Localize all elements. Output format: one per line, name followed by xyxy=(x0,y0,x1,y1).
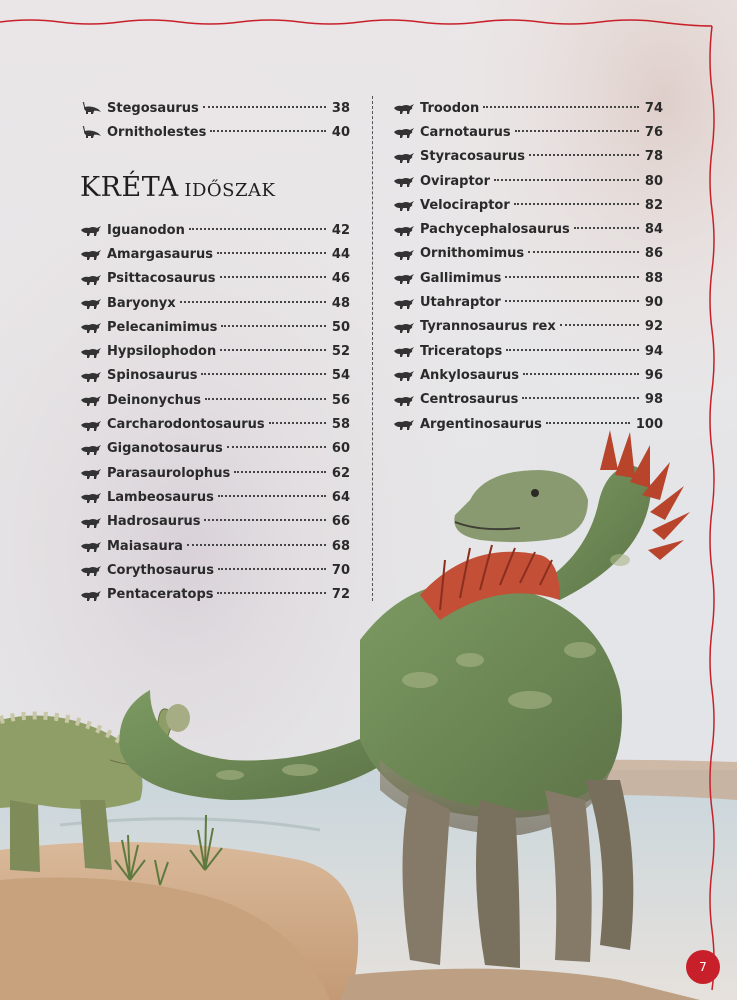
toc-entry[interactable] xyxy=(80,242,350,266)
toc-entry[interactable] xyxy=(80,267,350,291)
toc-entry-title: Argentinosaurus xyxy=(420,416,542,432)
toc-entry-title: Carnotaurus xyxy=(420,124,511,140)
toc-leader-dots xyxy=(483,106,639,108)
toc-leader-dots xyxy=(217,592,325,594)
toc-entry-page: 64 xyxy=(331,489,350,505)
dino-silhouette-icon xyxy=(80,466,102,480)
dino-silhouette-icon xyxy=(80,515,102,529)
long-neck-dino-icon xyxy=(80,101,102,115)
toc-entry[interactable] xyxy=(80,120,350,144)
section-heading-main: KRÉTA xyxy=(80,172,179,203)
toc-entry-page: 54 xyxy=(331,368,350,384)
toc-entry-title: Carcharodontosaurus xyxy=(107,417,265,433)
dino-silhouette-icon xyxy=(393,174,415,188)
toc-entry[interactable] xyxy=(393,145,663,169)
toc-entry[interactable] xyxy=(80,315,350,339)
column-divider xyxy=(372,96,373,601)
toc-leader-dots xyxy=(187,544,326,546)
dino-silhouette-icon xyxy=(393,271,415,285)
toc-entry-title: Amargasaurus xyxy=(107,246,214,262)
toc-entry-page: 86 xyxy=(644,246,663,262)
toc-leader-dots xyxy=(180,301,326,303)
toc-entry-title: Pelecanimimus xyxy=(107,319,218,335)
toc-entry-title: Lambeosaurus xyxy=(107,489,214,505)
toc-entry-title: Tyrannosaurus rex xyxy=(420,319,556,335)
toc-entry[interactable] xyxy=(80,339,350,363)
toc-entry-title: Styracosaurus xyxy=(420,149,526,165)
toc-entry-page: 52 xyxy=(331,344,350,360)
toc-left-main-list xyxy=(80,218,350,607)
toc-entry-page: 70 xyxy=(331,562,350,578)
toc-entry-page: 90 xyxy=(644,295,663,311)
dino-silhouette-icon xyxy=(80,490,102,504)
toc-entry[interactable] xyxy=(393,315,663,339)
toc-leader-dots xyxy=(506,349,639,351)
toc-leader-dots xyxy=(529,154,639,156)
page-number-badge xyxy=(686,950,720,984)
dino-silhouette-icon xyxy=(80,369,102,383)
toc-entry-page: 76 xyxy=(644,124,663,140)
toc-entry[interactable] xyxy=(80,461,350,485)
toc-entry[interactable] xyxy=(80,485,350,509)
dino-silhouette-icon xyxy=(80,418,102,432)
dino-silhouette-icon xyxy=(393,150,415,164)
toc-entry[interactable] xyxy=(393,217,663,241)
toc-entry-page: 72 xyxy=(331,587,350,603)
toc-leader-dots xyxy=(217,252,326,254)
toc-entry-page: 62 xyxy=(331,465,350,481)
toc-leader-dots xyxy=(210,130,326,132)
toc-entry-title: Psittacosaurus xyxy=(107,271,216,287)
toc-leader-dots xyxy=(234,471,326,473)
toc-leader-dots xyxy=(546,422,630,424)
toc-leader-dots xyxy=(227,446,326,448)
toc-entry[interactable] xyxy=(393,193,663,217)
toc-entry[interactable] xyxy=(80,558,350,582)
toc-entry-page: 84 xyxy=(644,222,663,238)
toc-entry-title: Baryonyx xyxy=(107,295,176,311)
toc-entry[interactable] xyxy=(80,412,350,436)
toc-entry-page: 58 xyxy=(331,417,350,433)
toc-entry-page: 40 xyxy=(331,124,350,140)
toc-leader-dots xyxy=(514,203,639,205)
dino-silhouette-icon xyxy=(393,417,415,431)
toc-entry-page: 74 xyxy=(644,100,663,116)
toc-entry-title: Velociraptor xyxy=(420,197,510,213)
toc-entry-title: Ornitholestes xyxy=(107,124,207,140)
toc-entry-title: Deinonychus xyxy=(107,392,201,408)
toc-entry-page: 60 xyxy=(331,441,350,457)
toc-entry[interactable] xyxy=(393,266,663,290)
toc-entry-page: 80 xyxy=(644,173,663,189)
dino-silhouette-icon xyxy=(80,588,102,602)
toc-leader-dots xyxy=(220,276,326,278)
toc-entry-title: Triceratops xyxy=(420,343,503,359)
toc-entry-title: Spinosaurus xyxy=(107,368,198,384)
toc-entry-page: 78 xyxy=(644,149,663,165)
toc-entry[interactable] xyxy=(393,290,663,314)
toc-entry[interactable] xyxy=(393,242,663,266)
toc-entry-page: 98 xyxy=(644,392,663,408)
toc-leader-dots xyxy=(201,373,325,375)
dino-silhouette-icon xyxy=(393,198,415,212)
toc-leader-dots xyxy=(218,568,326,570)
toc-entry-title: Utahraptor xyxy=(420,295,501,311)
toc-entry-title: Ankylosaurus xyxy=(420,367,519,383)
section-heading-sub: IDŐSZAK xyxy=(184,180,276,201)
toc-entry-page: 92 xyxy=(644,319,663,335)
toc-entry[interactable] xyxy=(80,364,350,388)
dino-silhouette-icon xyxy=(393,368,415,382)
toc-entry[interactable] xyxy=(80,534,350,558)
toc-leader-dots xyxy=(494,179,639,181)
toc-entry-title: Gallimimus xyxy=(420,270,502,286)
dino-silhouette-icon xyxy=(80,539,102,553)
toc-leader-dots xyxy=(221,325,326,327)
toc-entry-page: 82 xyxy=(644,197,663,213)
toc-entry-title: Hadrosaurus xyxy=(107,514,201,530)
toc-entry-page: 100 xyxy=(635,416,663,432)
dino-silhouette-icon xyxy=(393,320,415,334)
toc-entry-page: 44 xyxy=(331,246,350,262)
dino-silhouette-icon xyxy=(393,101,415,115)
toc-leader-dots xyxy=(505,300,639,302)
dino-silhouette-icon xyxy=(80,320,102,334)
toc-entry[interactable] xyxy=(393,412,663,436)
dino-silhouette-icon xyxy=(80,442,102,456)
toc-leader-dots xyxy=(205,398,326,400)
toc-leader-dots xyxy=(269,422,326,424)
toc-entry-page: 96 xyxy=(644,367,663,383)
toc-entry-title: Giganotosaurus xyxy=(107,441,223,457)
toc-entry-title: Ornithomimus xyxy=(420,246,525,262)
dino-silhouette-icon xyxy=(393,296,415,310)
toc-leader-dots xyxy=(574,227,639,229)
toc-entry-title: Centrosaurus xyxy=(420,392,519,408)
toc-entry[interactable] xyxy=(393,169,663,193)
toc-left-top-list xyxy=(80,96,350,145)
toc-entry-title: Hypsilophodon xyxy=(107,344,217,360)
toc-leader-dots xyxy=(505,276,639,278)
toc-entry[interactable] xyxy=(80,218,350,242)
toc-entry-title: Stegosaurus xyxy=(107,100,199,116)
dino-silhouette-icon xyxy=(80,223,102,237)
toc-entry-title: Pentaceratops xyxy=(107,587,214,603)
toc-right-list xyxy=(393,96,663,436)
toc-entry-title: Iguanodon xyxy=(107,222,185,238)
toc-entry-page: 38 xyxy=(331,100,350,116)
toc-leader-dots xyxy=(218,495,326,497)
toc-entry[interactable] xyxy=(80,510,350,534)
toc-entry[interactable] xyxy=(80,437,350,461)
toc-leader-dots xyxy=(522,397,639,399)
toc-entry[interactable] xyxy=(80,291,350,315)
dino-silhouette-icon xyxy=(80,296,102,310)
toc-entry-page: 66 xyxy=(331,514,350,530)
dino-silhouette-icon xyxy=(80,563,102,577)
toc-entry-page: 48 xyxy=(331,295,350,311)
page-number: 7 xyxy=(699,960,707,974)
toc-entry[interactable] xyxy=(393,388,663,412)
dino-silhouette-icon xyxy=(393,344,415,358)
toc-entry[interactable] xyxy=(80,96,350,120)
long-neck-dino-icon xyxy=(80,125,102,139)
toc-leader-dots xyxy=(189,228,326,230)
toc-entry-title: Pachycephalosaurus xyxy=(420,222,570,238)
dino-silhouette-icon xyxy=(393,223,415,237)
toc-entry[interactable] xyxy=(393,363,663,387)
toc-entry-page: 56 xyxy=(331,392,350,408)
dino-silhouette-icon xyxy=(393,247,415,261)
toc-entry-page: 88 xyxy=(644,270,663,286)
dino-silhouette-icon xyxy=(393,393,415,407)
toc-entry[interactable] xyxy=(393,120,663,144)
dino-silhouette-icon xyxy=(80,393,102,407)
toc-leader-dots xyxy=(523,373,639,375)
toc-entry-title: Parasaurolophus xyxy=(107,465,231,481)
dino-silhouette-icon xyxy=(80,272,102,286)
toc-entry-page: 50 xyxy=(331,319,350,335)
section-heading xyxy=(80,172,275,203)
toc-leader-dots xyxy=(560,324,639,326)
dino-silhouette-icon xyxy=(80,247,102,261)
toc-entry-page: 42 xyxy=(331,222,350,238)
toc-entry[interactable] xyxy=(80,582,350,606)
toc-entry[interactable] xyxy=(80,388,350,412)
toc-entry-page: 46 xyxy=(331,271,350,287)
toc-leader-dots xyxy=(528,251,639,253)
toc-entry[interactable] xyxy=(393,96,663,120)
dino-silhouette-icon xyxy=(393,125,415,139)
toc-leader-dots xyxy=(220,349,326,351)
toc-entry-title: Maiasaura xyxy=(107,538,183,554)
toc-leader-dots xyxy=(515,130,639,132)
toc-entry-page: 68 xyxy=(331,538,350,554)
toc-leader-dots xyxy=(204,519,325,521)
dino-silhouette-icon xyxy=(80,345,102,359)
toc-entry-title: Oviraptor xyxy=(420,173,491,189)
toc-entry-title: Troodon xyxy=(420,100,480,116)
toc-leader-dots xyxy=(203,106,326,108)
toc-entry-page: 94 xyxy=(644,343,663,359)
toc-entry[interactable] xyxy=(393,339,663,363)
toc-entry-title: Corythosaurus xyxy=(107,562,214,578)
